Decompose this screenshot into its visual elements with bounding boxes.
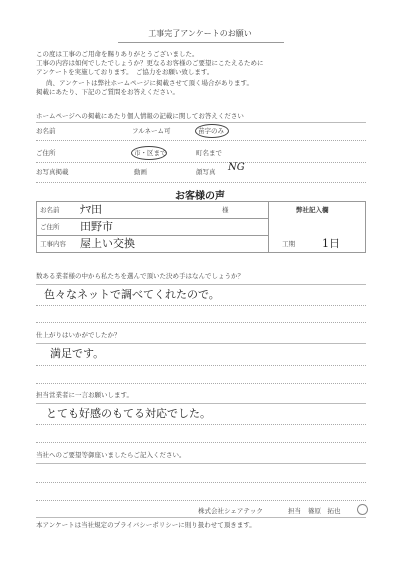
question-1-text: 数ある業者様の中から私たちを選んで頂いた決め手はなんでしょうか？ xyxy=(36,272,244,280)
staff-label: 担当 xyxy=(288,507,301,515)
intro-line-4: 尚、アンケートは弊社ホームページに掲載させて頂く場合があります。 xyxy=(46,79,253,87)
intro-line-2: 工事の内容は如何でしたでしょうか？更なるお客様のご要望にこたえるために xyxy=(36,59,264,67)
consent-divider xyxy=(36,122,366,123)
question-3-answer: とても好感のもてる対応でした。 xyxy=(46,407,211,420)
answer-4-line-1 xyxy=(36,482,366,483)
question-1-line xyxy=(36,284,366,285)
table-row-divider-1 xyxy=(36,218,268,219)
office-use-label: 弊社記入欄 xyxy=(296,206,329,214)
consent-name-label: お名前 xyxy=(36,127,56,135)
consent-row-line-2 xyxy=(36,162,366,163)
question-2-answer: 満足です。 xyxy=(50,347,105,360)
voice-title: お客様の声 xyxy=(175,191,225,202)
consent-name-surname: 苗字のみ xyxy=(198,127,224,135)
voice-name-label: お名前 xyxy=(40,206,60,214)
voice-name-suffix: 様 xyxy=(222,206,229,214)
office-column-divider xyxy=(268,201,269,253)
question-2-text: 仕上がりはいかがでしたか？ xyxy=(36,331,121,339)
city-selected-mark xyxy=(131,146,167,160)
photo-answer-handwritten: NG xyxy=(228,162,245,173)
table-row-divider-2 xyxy=(36,235,268,236)
voice-work-value: 屋上い交換 xyxy=(80,237,135,250)
question-3-text: 担当営業者に一言お願いします。 xyxy=(36,391,133,399)
question-1-answer: 色々なネットで調べてくれたので。 xyxy=(44,288,220,301)
intro-line-5: 掲載にあたり、下記のご質問をお答えください。 xyxy=(36,88,179,96)
voice-period-value: 1日 xyxy=(322,237,340,250)
answer-4-line-2 xyxy=(36,500,366,501)
question-3-line xyxy=(36,403,366,404)
answer-3-line-2 xyxy=(36,442,366,443)
consent-photo-label: お写真掲載 xyxy=(36,168,69,176)
consent-photo-video: 動画 xyxy=(134,168,147,176)
question-4-line xyxy=(36,463,366,464)
answer-2-line-2 xyxy=(36,383,366,384)
intro-line-3: アンケートを実施しております。 ご協力をお願い致します。 xyxy=(36,68,214,76)
consent-heading: ホームページへの掲載にあたり個人情報の記載に関してお答えください xyxy=(36,112,244,120)
intro-line-1: この度は工事のご用命を賜りありがとうございました。 xyxy=(36,50,199,58)
company-name: 株式会社シェアテック xyxy=(198,507,263,515)
voice-address-label: ご住所 xyxy=(40,223,60,231)
privacy-notice: 本アンケートは当社規定のプライバシーポリシーに則り扱わせて頂きます。 xyxy=(36,521,256,529)
title-underline xyxy=(118,42,284,43)
answer-1-line-1 xyxy=(36,305,366,306)
page-title: 工事完了アンケートのお願い xyxy=(148,29,252,38)
question-2-line xyxy=(36,343,366,344)
consent-row-line-1 xyxy=(36,140,366,141)
answer-1-line-2 xyxy=(36,322,366,323)
question-4-text: 当社へのご要望等御座いましたらご記入ください。 xyxy=(36,451,186,459)
consent-name-fullname: フルネーム可 xyxy=(132,127,171,135)
voice-name-value: ﾅﾏ田 xyxy=(80,203,102,216)
voice-period-label: 工期 xyxy=(282,240,295,248)
consent-photo-face: 顔写真 xyxy=(196,168,216,176)
staff-seal-icon xyxy=(357,504,368,515)
answer-3-line-1 xyxy=(36,424,366,425)
consent-address-city: 市・区まで xyxy=(134,149,167,157)
consent-address-label: ご住所 xyxy=(36,149,56,157)
consent-row-line-3 xyxy=(36,182,366,183)
voice-work-label: 工事内容 xyxy=(40,240,66,248)
footer-divider xyxy=(36,517,366,518)
staff-name: 篠原 拓也 xyxy=(308,507,341,515)
voice-address-value: 田野市 xyxy=(80,220,113,233)
consent-address-town: 町名まで xyxy=(196,149,222,157)
surname-selected-mark xyxy=(195,124,229,138)
answer-2-line-1 xyxy=(36,365,366,366)
